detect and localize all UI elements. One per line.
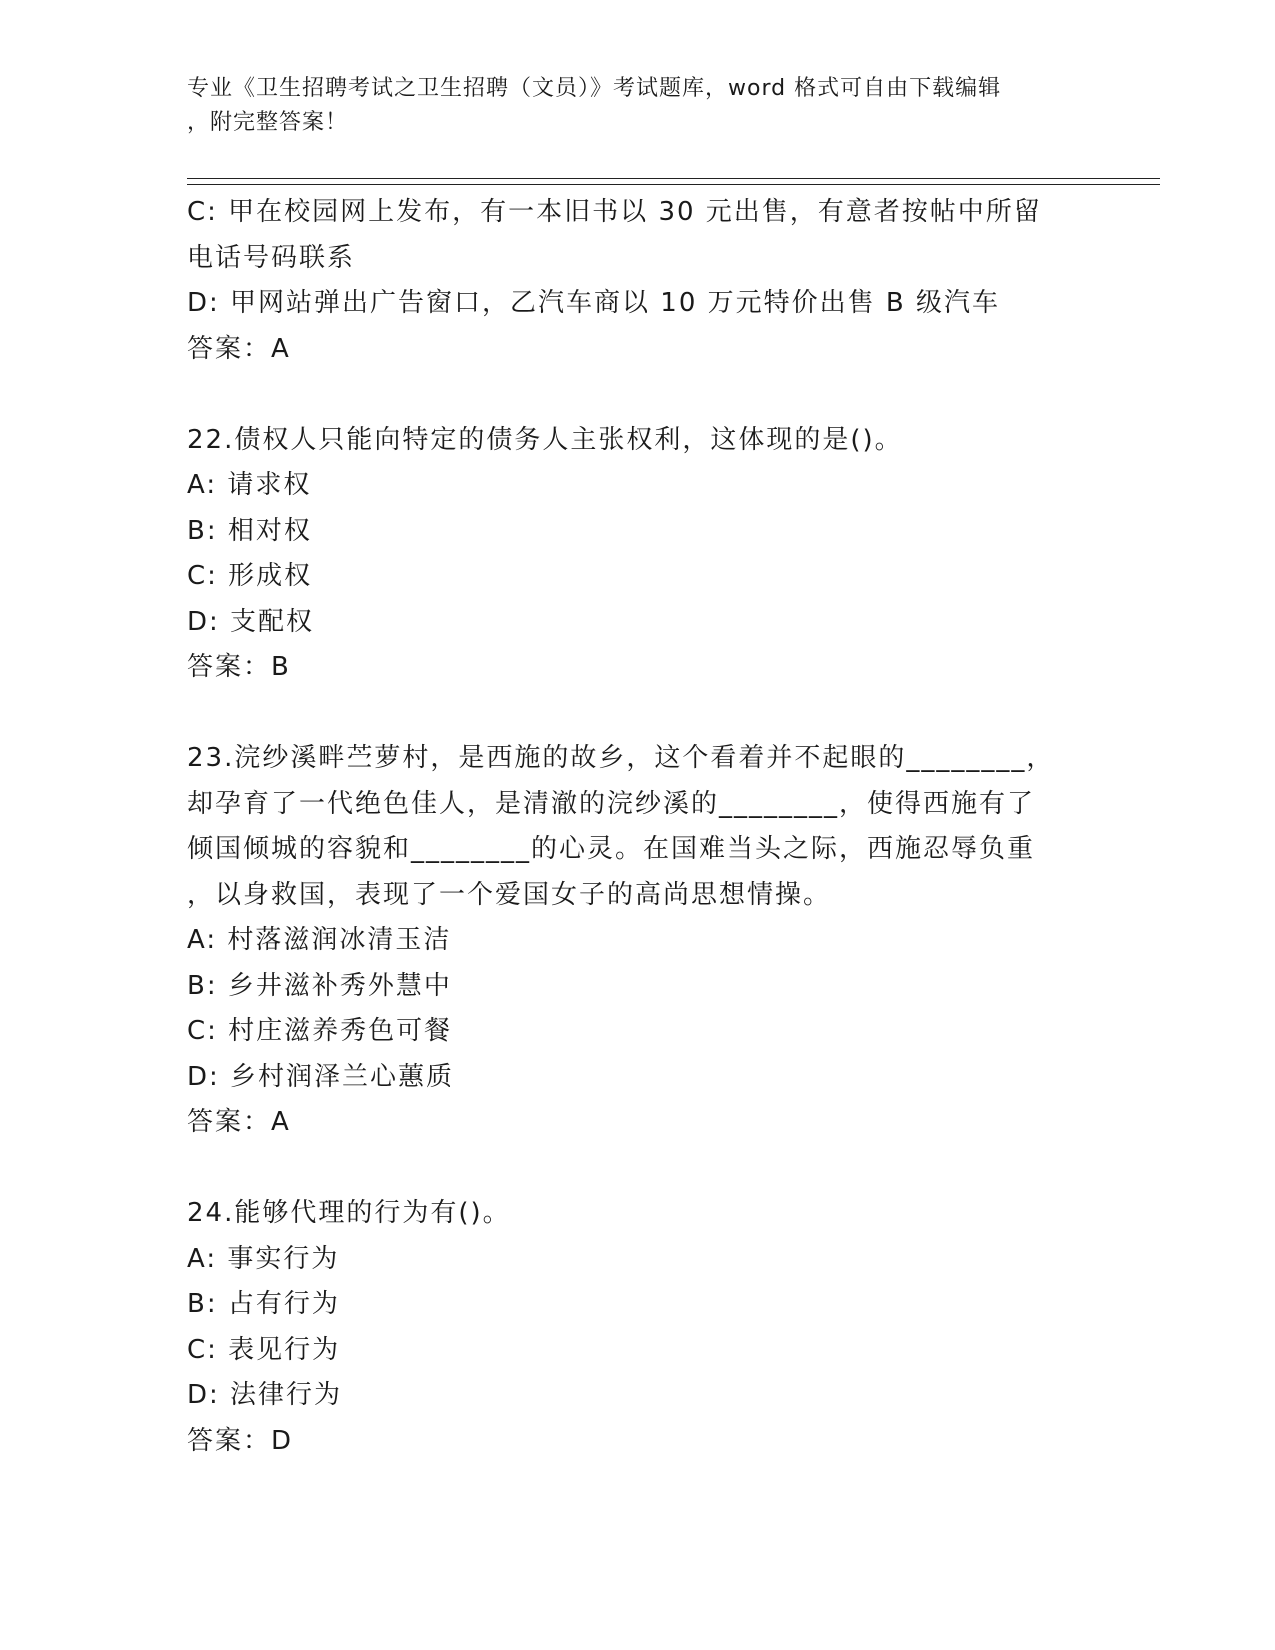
option-c-line-2: 电话号码联系 [187,242,356,273]
question-23-stem-line-1: 23.浣纱溪畔苎萝村，是西施的故乡，这个看着并不起眼的________， [187,743,1055,773]
option-c-line-1: C: 甲在校园网上发布，有一本旧书以 30 元出售，有意者按帖中所留 [187,197,1042,227]
question-24-option-d: D: 法律行为 [187,1380,343,1410]
question-24 [187,1191,1087,1464]
spacer [187,1146,1087,1192]
question-23-option-a: A: 村落滋润冰清玉洁 [187,925,452,955]
answer-21: 答案：A [187,333,291,364]
question-22-option-c: C: 形成权 [187,561,313,591]
header-divider-thin [187,184,1160,185]
header-divider-thick [187,178,1160,179]
question-24-option-b: B: 占有行为 [187,1289,340,1319]
question-21-continued [187,190,1087,372]
header-line-2: ，附完整答案！ [187,110,349,135]
question-22-option-d: D: 支配权 [187,606,315,637]
question-22-option-b: B: 相对权 [187,515,312,546]
answer-24: 答案：D [187,1425,294,1456]
question-24-stem: 24.能够代理的行为有()。 [187,1198,511,1228]
question-23-stem-line-4: ，以身救国，表现了一个爱国女子的高尚思想情操。 [187,879,832,910]
question-23-stem-line-3: 倾国倾城的容貌和________的心灵。在国难当头之际，西施忍辱负重 [187,834,1036,864]
spacer [187,372,1087,418]
question-22-stem: 22.债权人只能向特定的债务人主张权利，这体现的是()。 [187,424,903,455]
question-23-option-d: D: 乡村润泽兰心蕙质 [187,1061,455,1092]
question-22 [187,418,1087,691]
question-24-option-c: C: 表见行为 [187,1334,341,1365]
question-24-option-a: A: 事实行为 [187,1243,340,1274]
question-22-option-a: A: 请求权 [187,470,312,500]
question-23 [187,736,1087,1146]
answer-23: 答案：A [187,1107,291,1137]
question-23-stem-line-2: 却孕育了一代绝色佳人，是清澈的浣纱溪的________，使得西施有了 [187,788,1036,819]
question-23-option-c: C: 村庄滋养秀色可餐 [187,1016,453,1046]
option-d: D: 甲网站弹出广告窗口，乙汽车商以 10 万元特价出售 B 级汽车 [187,288,1001,318]
question-content [187,190,1087,1464]
document-header [187,72,1067,140]
spacer [187,691,1087,737]
answer-22: 答案：B [187,652,291,682]
header-line-1: 专业《卫生招聘考试之卫生招聘（文员）》考试题库，word 格式可自由下载编辑 [187,76,1002,101]
question-23-option-b: B: 乡井滋补秀外慧中 [187,970,452,1001]
